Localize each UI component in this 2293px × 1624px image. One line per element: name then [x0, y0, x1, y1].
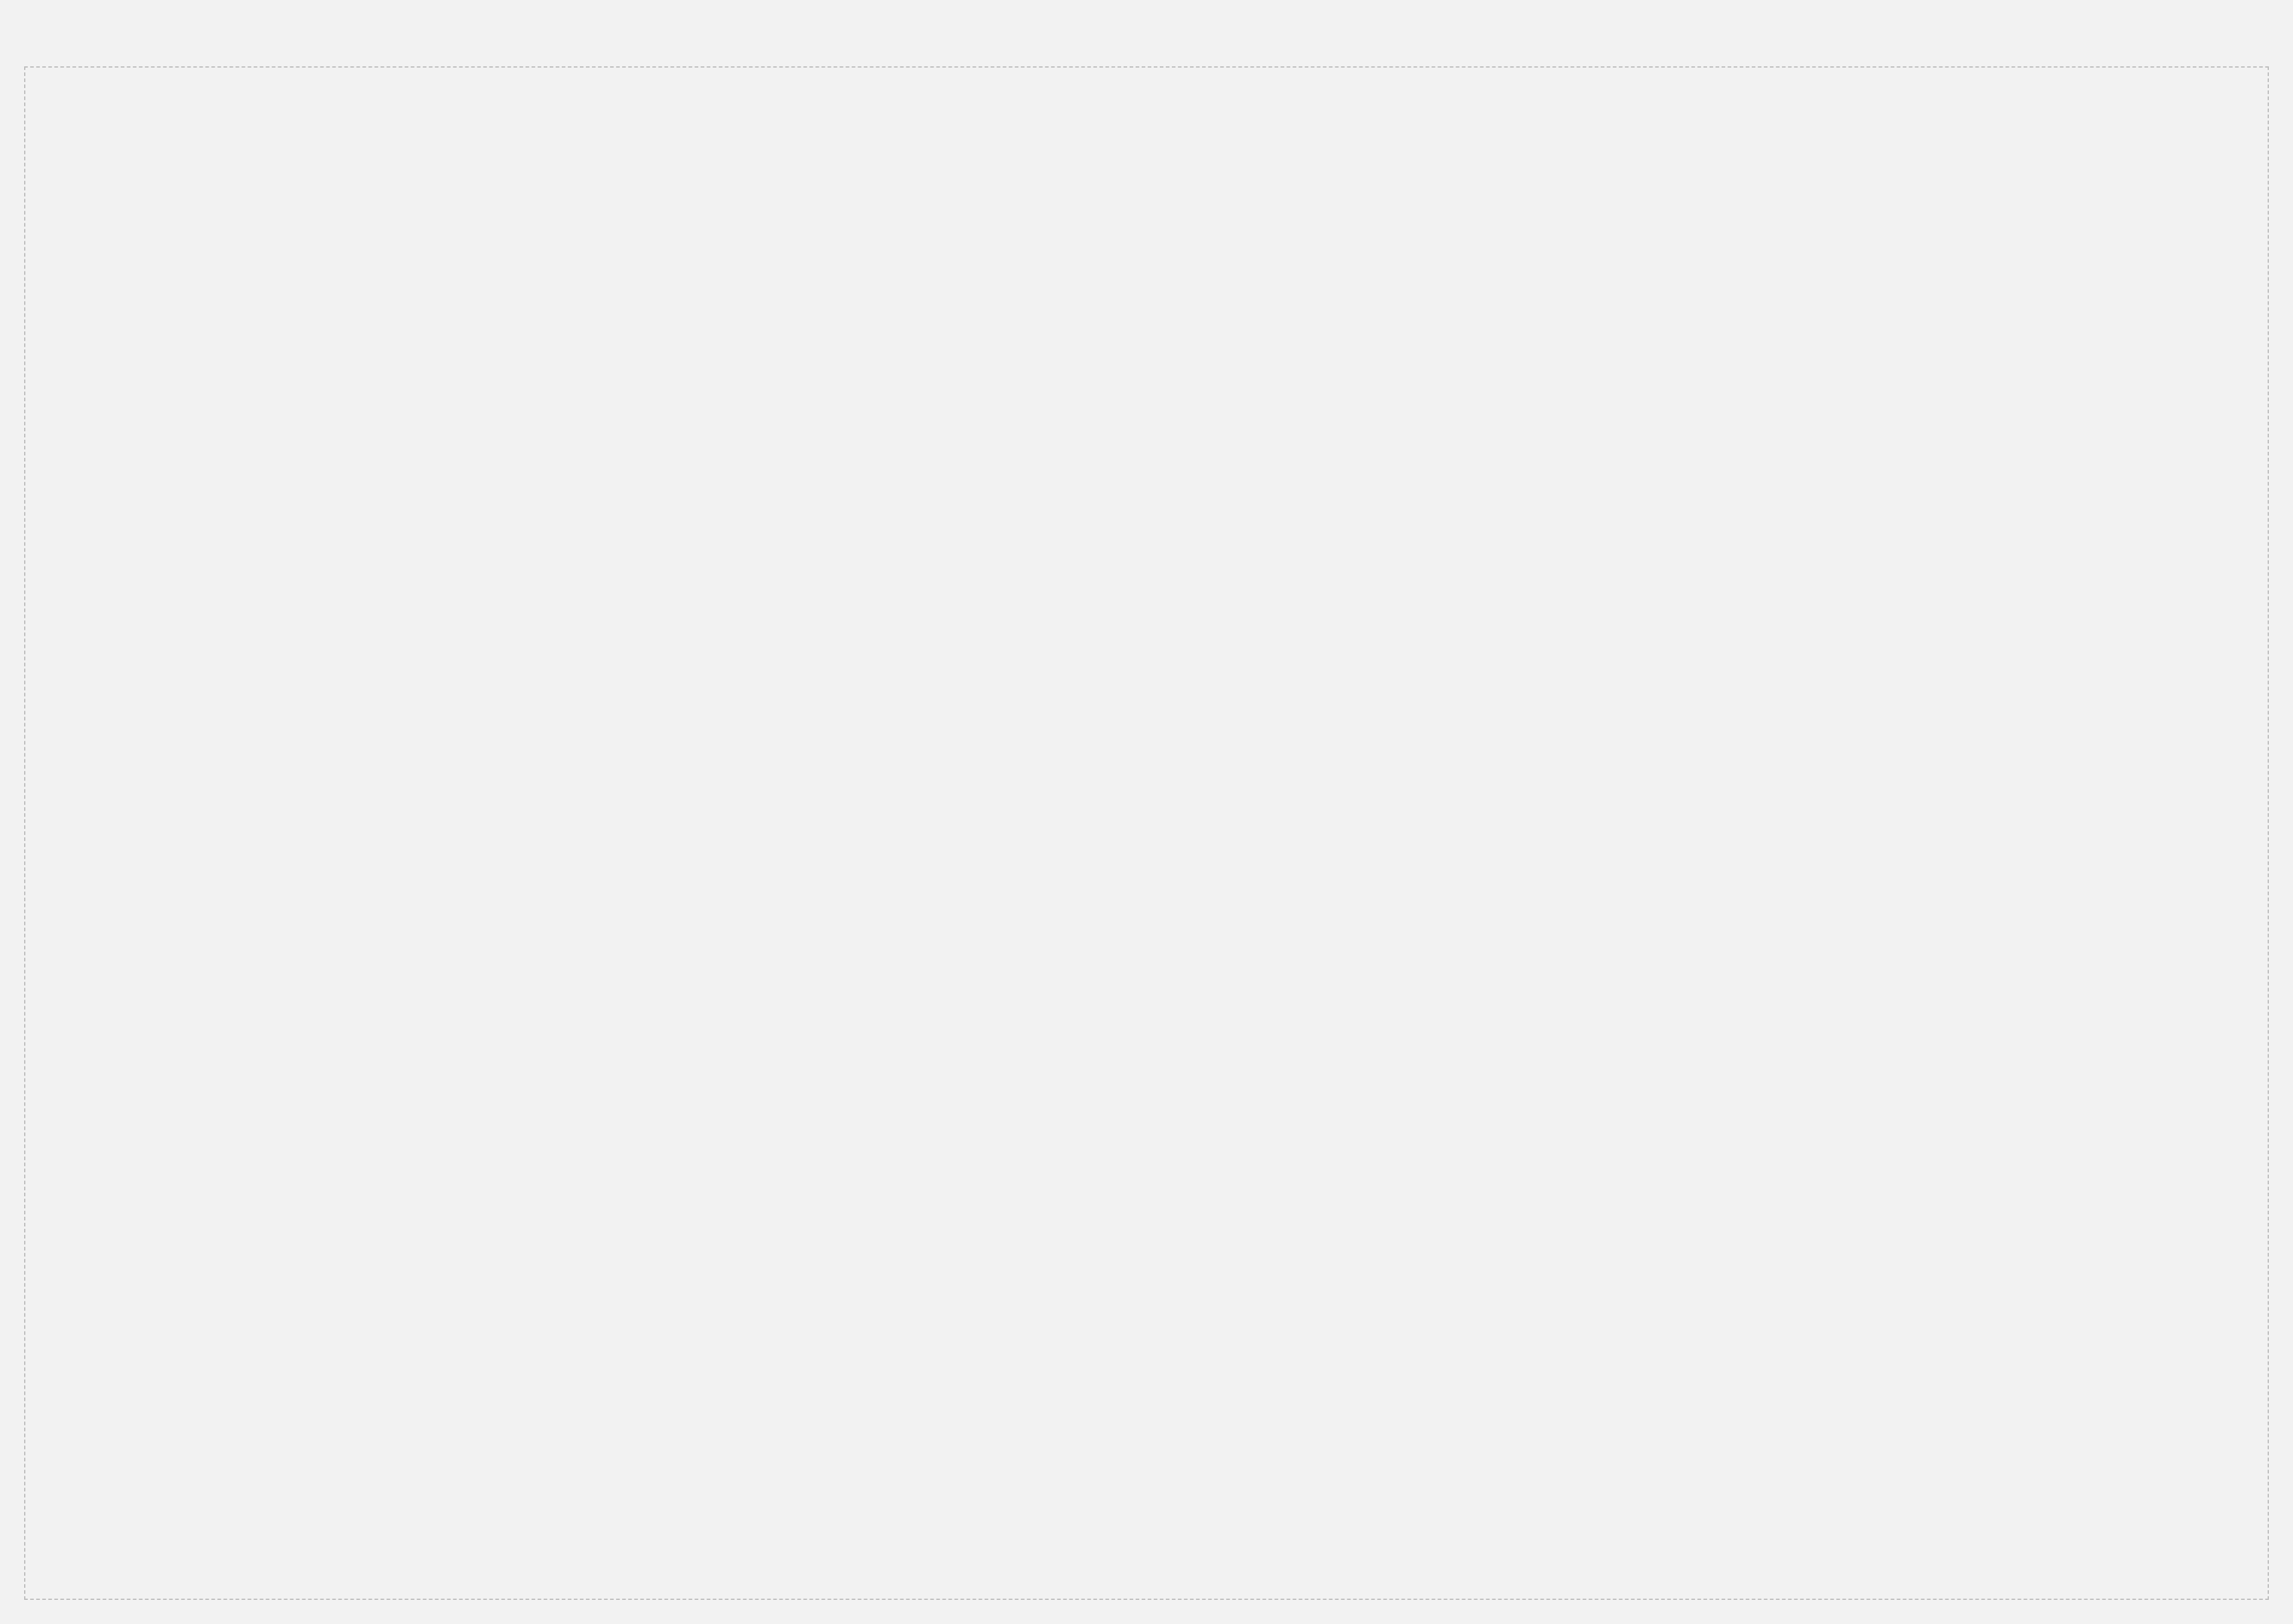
main-content	[24, 66, 2269, 1600]
